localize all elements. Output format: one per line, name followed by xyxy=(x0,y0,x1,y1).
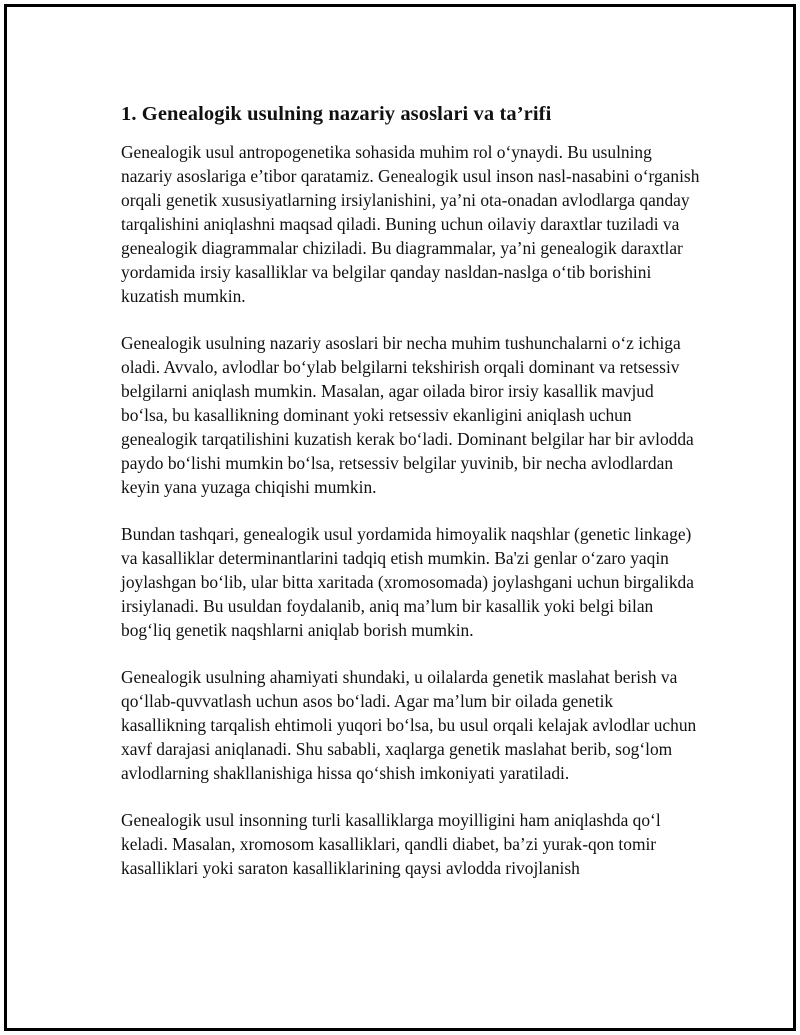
document-body xyxy=(121,100,701,903)
section-heading: 1. Genealogik usulning nazariy asoslari va ta’rifi xyxy=(121,103,552,125)
paragraph-4: Genealogik usulning ahamiyati shundaki, u oilalarda genetik maslahat berish va qo‘llab-quvvatlash uchun asos bo‘ladi. Agar ma’lum bir oilada genetik kasallikning tarqalish ehtimoli yuqori bo‘lsa, bu usul orqali kelajak avlodlar uchun xavf darajasi aniqlanadi. Shu sababli, xaqlarga genetik maslahat berib, sog‘lom avlodlarning shakllanishiga hissa qo‘shish imkoniyati yaratiladi. xyxy=(121,667,697,783)
paragraph-3: Bundan tashqari, genealogik usul yordamida himoyalik naqshlar (genetic linkage) va kasalliklar determinantlarini tadqiq etish mumkin. Ba'zi genlar o‘zaro yaqin joylashgan bo‘lib, ular bitta xaritada (xromosomada) joylashgani uchun birgalikda irsiylanadi. Bu usuldan foydalanib, aniq ma’lum bir kasallik yoki belgi bilan bog‘liq genetik naqshlarni aniqlab borish mumkin. xyxy=(121,524,694,640)
paragraph-2: Genealogik usulning nazariy asoslari bir necha muhim tushunchalarni o‘z ichiga oladi. Avvalo, avlodlar bo‘ylab belgilarni tekshirish orqali dominant va retsessiv belgilarni aniqlash mumkin. Masalan, agar oilada biror irsiy kasallik mavjud bo‘lsa, bu kasallikning dominant yoki retsessiv ekanligini aniqlash uchun genealogik tarqatilishini kuzatish kerak bo‘ladi. Dominant belgilar har bir avlodda paydo bo‘lishi mumkin bo‘lsa, retsessiv belgilar yuvinib, bir necha avlodlardan keyin yana yuzaga chiqishi mumkin. xyxy=(121,333,694,497)
paragraph-1: Genealogik usul antropogenetika sohasida muhim rol o‘ynaydi. Bu usulning nazariy asoslariga e’tibor qaratamiz. Genealogik usul inson nasl-nasabini o‘rganish orqali genetik xususiyatlarning irsiylanishini, ya’ni ota-onadan avlodlarga qanday tarqalishini aniqlashni maqsad qiladi. Buning uchun oilaviy daraxtlar tuziladi va genealogik diagrammalar chiziladi. Bu diagrammalar, ya’ni genealogik daraxtlar yordamida irsiy kasalliklar va belgilar qanday nasldan-naslga o‘tib borishini kuzatish mumkin. xyxy=(121,142,700,306)
paragraph-5: Genealogik usul insonning turli kasalliklarga moyilligini ham aniqlashda qo‘l keladi. Masalan, xromosom kasalliklari, qandli diabet, ba’zi yurak-qon tomir kasalliklari yoki saraton kasalliklarining qaysi avlodda rivojlanish xyxy=(121,810,661,878)
page-frame xyxy=(4,4,796,1031)
